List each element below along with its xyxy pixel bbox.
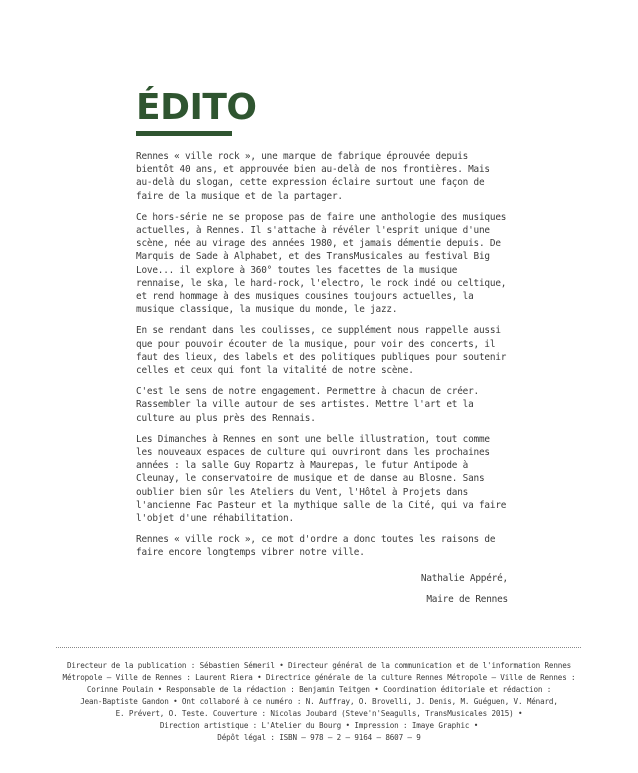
title-underline	[136, 131, 232, 136]
signature-role: Maire de Rennes	[426, 593, 508, 605]
editorial-paragraph: Les Dimanches à Rennes en sont une belle illustration, tout comme les nouveaux espaces de culture qui ouvriront dans les prochaines années : la salle Guy Ropartz à Maurepas, le futur Antipode à Cleunay, le conservatoire de musique et de danse au Blosne. Sans oublier bien sûr les Ateliers du Vent, l'Hôtel à Projets dans l'ancienne Fac Pasteur et la mythique salle de la Cité, qui va faire l'objet d'une réhabilitation.	[136, 433, 507, 525]
editorial-paragraph: Ce hors-série ne se propose pas de faire une anthologie des musiques actuelles, à Rennes. Il s'attache à révéler l'esprit unique d'une scène, née au virage des années 1980, et jamais démentie depuis. De Marquis de Sade à Alphabet, et des TransMusicales au festival Big Love... il explore à 360° toutes les facettes de la musique rennaise, le ska, le hard-rock, l'electro, le rock indé ou celtique, et rend hommage à des musiques cousines toujours actuelles, la musique classique, la musique du monde, le jazz.	[136, 211, 507, 316]
editorial-paragraph: C'est le sens de notre engagement. Permettre à chacun de créer. Rassembler la ville autour de ses artistes. Mettre l'art et la culture au plus près des Rennais.	[136, 386, 479, 424]
credits-line: Corinne Poulain • Responsable de la rédaction : Benjamin Teitgen • Coordination éditoriale et rédaction :	[86, 685, 552, 694]
credits-block	[40, 660, 598, 744]
credits-line: E. Prévert, O. Teste. Couverture : Nicolas Joubard (Steve'n'Seagulls, TransMusicales 2015) •	[115, 709, 523, 718]
page-title: ÉDITO	[136, 87, 257, 128]
editorial-body	[136, 150, 508, 614]
credits-line: Directeur de la publication : Sébastien Sémeril • Directeur général de la communication et de l'information Rennes	[66, 661, 572, 670]
signature-name: Nathalie Appéré,	[420, 572, 508, 584]
credits-line: Dépôt légal : ISBN – 978 – 2 – 9164 – 8607 – 9	[217, 733, 421, 742]
editorial-paragraph: Rennes « ville rock », une marque de fabrique éprouvée depuis bientôt 40 ans, et approuvée bien au-delà de nos frontières. Mais au-delà du slogan, cette expression éclaire surtout une façon de faire de la musique et de la partager.	[136, 151, 490, 202]
credits-line: Direction artistique : L'Atelier du Bourg • Impression : Imaye Graphic •	[159, 721, 479, 730]
signature	[136, 572, 508, 606]
credits-line: Métropole – Ville de Rennes : Laurent Riera • Directrice générale de la culture Rennes Métropole – Ville de Rennes :	[62, 673, 576, 682]
editorial-paragraph: En se rendant dans les coulisses, ce supplément nous rappelle aussi que pour pouvoir écouter de la musique, pour voir des concerts, il faut des lieux, des labels et des politiques publiques pour soutenir celles et ceux qui font la vitalité de notre scène.	[136, 325, 507, 377]
dotted-divider	[56, 647, 581, 648]
credits-line: Jean-Baptiste Gandon • Ont collaboré à ce numéro : N. Auffray, O. Brovelli, J. Denis, M. Guéguen, V. Ménard,	[80, 697, 558, 706]
editorial-paragraph: Rennes « ville rock », ce mot d'ordre a donc toutes les raisons de faire encore longtemps vibrer notre ville.	[136, 534, 496, 559]
